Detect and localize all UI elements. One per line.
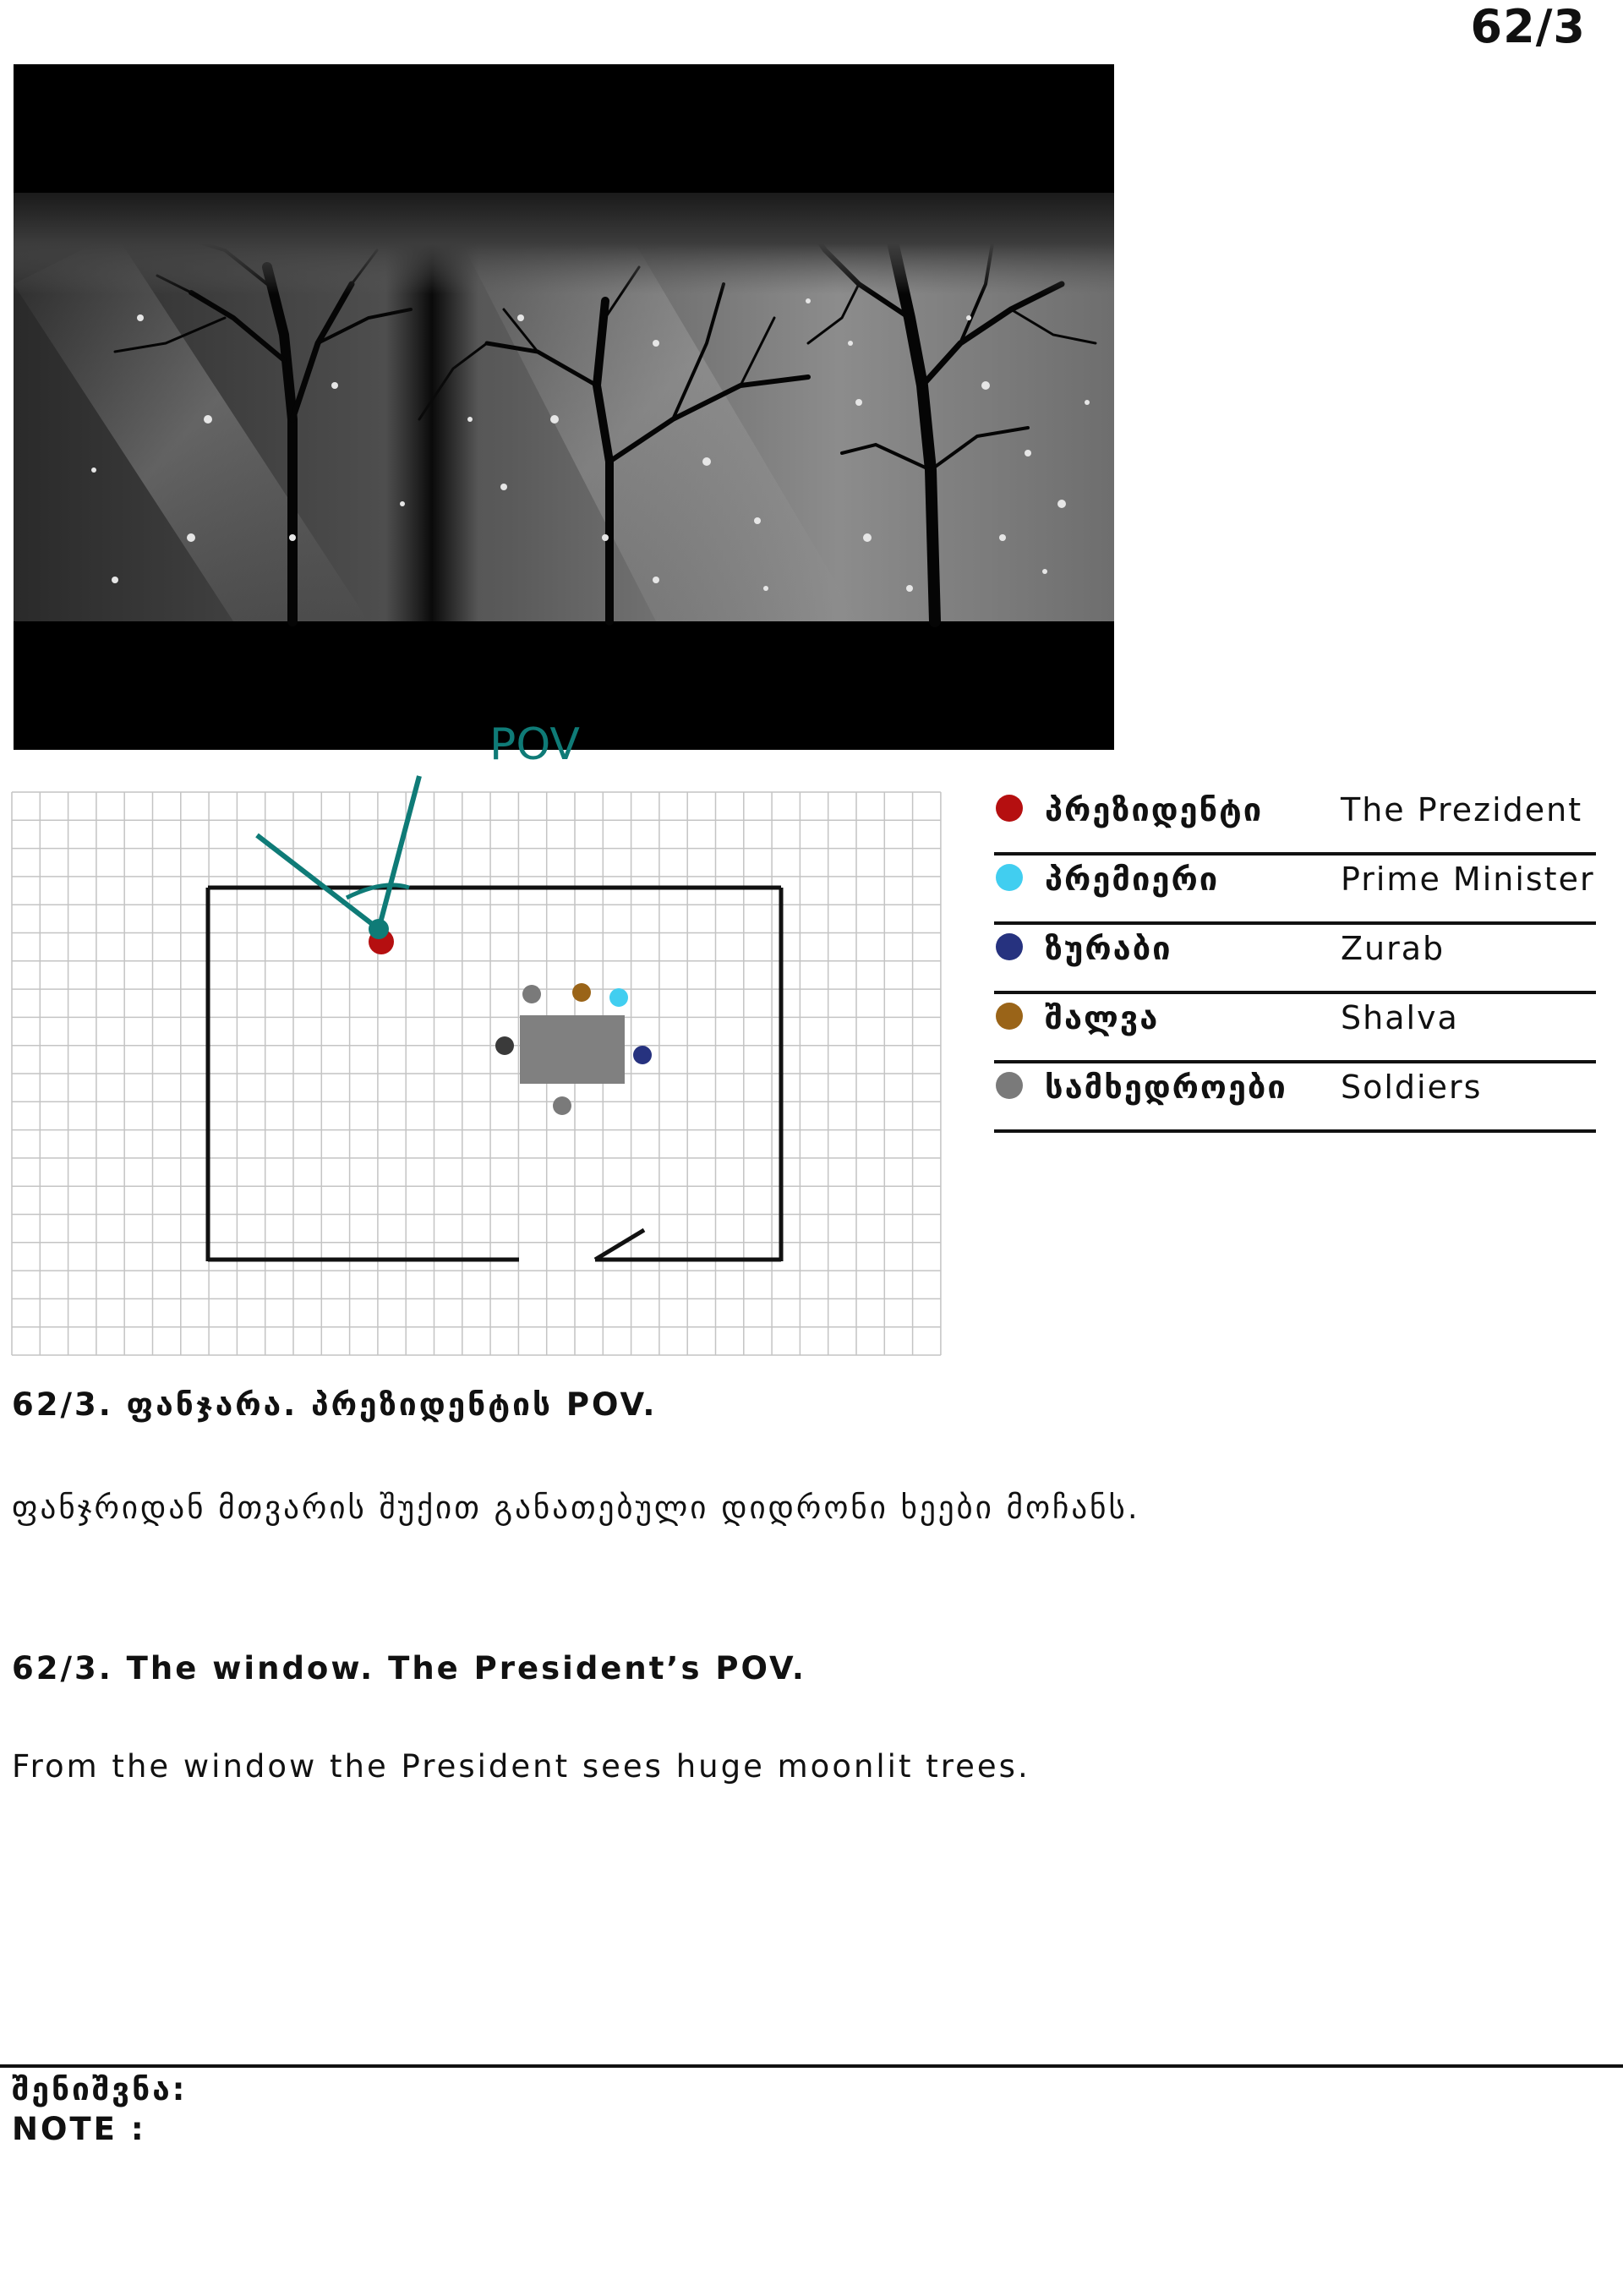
table [520, 1015, 625, 1084]
plan-grid [12, 792, 941, 1355]
legend-item-president [994, 786, 1596, 856]
legend-item-soldiers [994, 1063, 1596, 1133]
prime-minister-marker [609, 988, 628, 1007]
legend-item-prime-minister [994, 856, 1596, 925]
legend-dot [996, 933, 1023, 960]
legend-label-ka: შალვა [1045, 999, 1160, 1036]
legend-item-zurab [994, 925, 1596, 994]
scene-description-ka: ფანჯრიდან მთვარის შუქით განათებული დიდრონი ხეები მოჩანს. [12, 1490, 1140, 1526]
floor-plan [12, 719, 950, 1364]
legend-dot [996, 1003, 1023, 1030]
page-number: 62/3 [1470, 0, 1586, 53]
soldier-marker [522, 985, 541, 1003]
legend-label-ka: პრეზიდენტი [1045, 791, 1264, 828]
note-label-ka: შენიშვნა: [12, 2071, 188, 2107]
legend-dot [996, 795, 1023, 822]
note-label-en: NOTE : [12, 2111, 146, 2147]
scene-heading-en: 62/3. The window. The President’s POV. [12, 1650, 806, 1686]
legend-item-shalva [994, 994, 1596, 1063]
legend-label-ka: ზურაბი [1045, 930, 1172, 967]
legend-dot [996, 864, 1023, 891]
legend-label-en: The Prezident [1341, 791, 1583, 828]
soldier-marker [553, 1096, 571, 1115]
legend-label-ka: სამხედროები [1045, 1069, 1287, 1106]
legend [994, 786, 1596, 1133]
soldier-marker-dark [495, 1036, 514, 1055]
note-divider [0, 2064, 1623, 2068]
legend-label-en: Shalva [1341, 999, 1459, 1036]
legend-label-en: Soldiers [1341, 1069, 1483, 1106]
legend-label-ka: პრემიერი [1045, 861, 1220, 898]
scene-heading-ka: 62/3. ფანჯარა. პრეზიდენტის POV. [12, 1386, 658, 1423]
window-trees-image [14, 64, 1114, 750]
zurab-marker [633, 1046, 652, 1064]
storyboard-frame [14, 64, 1114, 750]
pov-camera [257, 776, 419, 939]
shalva-marker [572, 983, 591, 1002]
floor-plan-diagram [12, 719, 950, 1361]
pov-label: POV [489, 719, 580, 770]
scene-description-en: From the window the President sees huge moonlit trees. [12, 1748, 1030, 1785]
legend-dot [996, 1072, 1023, 1099]
legend-label-en: Prime Minister [1341, 861, 1595, 898]
legend-label-en: Zurab [1341, 930, 1445, 967]
